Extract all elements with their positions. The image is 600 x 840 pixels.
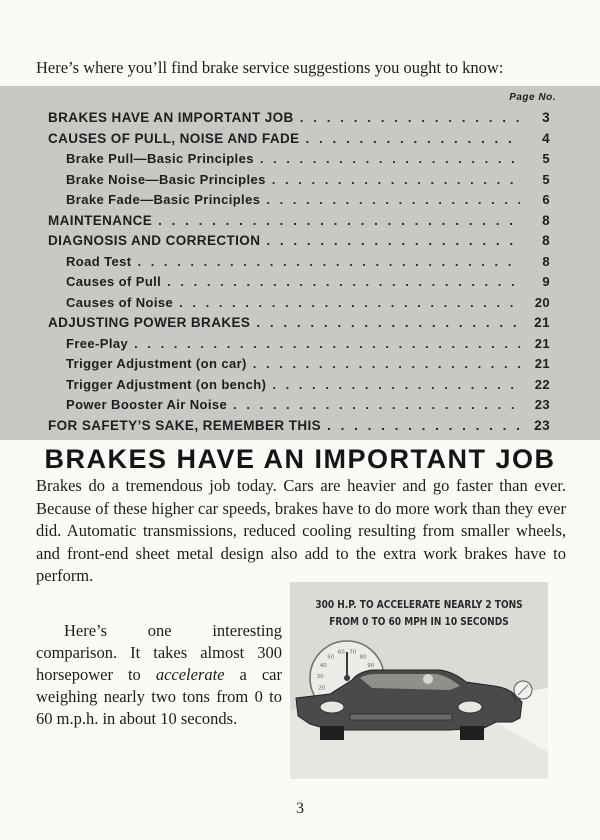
toc-entry-page: 9 <box>542 274 550 289</box>
toc-entry <box>66 192 550 212</box>
toc-entry <box>66 151 550 171</box>
toc-entry-title: FOR SAFETY’S SAKE, REMEMBER THIS <box>48 417 322 433</box>
toc-dot-leader <box>158 213 520 228</box>
toc-entry <box>66 356 550 376</box>
toc-entry <box>48 131 550 151</box>
toc-entry-title: Brake Noise—Basic Principles <box>66 171 266 187</box>
toc-entry-title: Brake Fade—Basic Principles <box>66 192 261 207</box>
toc-entry-title: Causes of Noise <box>66 294 174 310</box>
toc-dot-leader <box>137 254 520 269</box>
table-of-contents <box>0 86 600 440</box>
toc-dot-leader <box>256 315 520 330</box>
toc-entry-page: 8 <box>542 233 550 248</box>
toc-dot-leader <box>266 233 520 248</box>
page-number: 3 <box>296 800 304 817</box>
toc-entry-title: Trigger Adjustment (on bench) <box>66 376 267 392</box>
toc-entry-page: 21 <box>534 335 550 351</box>
speedometer-label: 90 <box>367 663 375 670</box>
speedometer-label: 20 <box>318 685 326 692</box>
toc-entry-title: Free-Play <box>66 335 129 351</box>
toc-entry-title: Road Test <box>66 253 132 269</box>
toc-entry-page: 23 <box>534 397 550 412</box>
toc-intro: Here’s where you’ll find brake service suggestions you ought to know: <box>36 58 504 77</box>
headlight-right <box>458 701 482 713</box>
toc-entry-title: DIAGNOSIS AND CORRECTION <box>48 233 261 248</box>
toc-dot-leader <box>327 418 520 433</box>
driver-head <box>423 674 433 684</box>
toc-entry-title: ADJUSTING POWER BRAKES <box>48 315 251 330</box>
toc-entry-page: 22 <box>534 376 550 392</box>
section-heading: BRAKES HAVE AN IMPORTANT JOB <box>44 444 556 474</box>
toc-entry <box>66 274 550 294</box>
toc-entry <box>66 336 550 356</box>
headlight-left <box>320 701 344 713</box>
comparison-text-1: Here’s one interesting comparison. It takes almost 300 horsepower to <box>36 621 282 684</box>
toc-entry <box>48 418 550 438</box>
toc-entry <box>66 295 550 315</box>
toc-dot-leader <box>272 377 520 392</box>
toc-entry <box>66 397 550 417</box>
speedometer-label: 80 <box>359 654 367 661</box>
toc-entry-title: BRAKES HAVE AN IMPORTANT JOB <box>48 110 294 125</box>
toc-entry-page: 4 <box>542 130 550 146</box>
toc-dot-leader <box>179 295 520 310</box>
toc-entry-title: Brake Pull—Basic Principles <box>66 151 254 166</box>
toc-entry-page: 8 <box>542 212 550 228</box>
toc-entry-page: 20 <box>534 294 550 310</box>
toc-entry-title: Power Booster Air Noise <box>66 397 228 412</box>
toc-page-no-header: Page No. <box>509 92 556 103</box>
toc-entry <box>48 233 550 253</box>
toc-dot-leader <box>253 356 520 371</box>
toc-entry-page: 5 <box>542 151 550 166</box>
comparison-text-2: a car weighing nearly two tons from 0 to 60 m.p.h. in about 10 seconds. <box>36 665 282 728</box>
toc-entry-page: 21 <box>534 315 550 330</box>
toc-dot-leader <box>134 336 520 351</box>
toc-entry-page: 5 <box>542 171 550 187</box>
toc-dot-leader <box>167 274 520 289</box>
toc-entry-page: 21 <box>534 356 550 371</box>
comparison-paragraph <box>36 620 282 730</box>
toc-entry <box>48 110 550 130</box>
speedometer-label: 30 <box>316 674 324 681</box>
caption-line-2: FROM 0 TO 60 MPH IN 10 SECONDS <box>329 615 509 628</box>
car-bumper <box>350 714 452 720</box>
wheel-left <box>320 726 344 740</box>
toc-dot-leader <box>266 192 520 207</box>
toc-entry-page: 23 <box>534 417 550 433</box>
toc-entry <box>66 254 550 274</box>
speedometer-label: 50 <box>327 654 335 661</box>
car-acceleration-illustration <box>290 582 548 779</box>
comparison-emphasis: accelerate <box>155 665 225 684</box>
toc-entry <box>48 213 550 233</box>
toc-entry-title: Trigger Adjustment (on car) <box>66 356 247 371</box>
toc-entry-page: 6 <box>542 192 550 207</box>
wheel-right <box>460 726 484 740</box>
toc-entry <box>66 172 550 192</box>
body-paragraph: Brakes do a tremendous job today. Cars are heavier and go faster than ever. Because of these higher car speeds, brakes have to do more work than they ever did. Automatic transmissions, reduced cooling resulting from smaller wheels, and front-end sheet metal design also add to the extra work brakes have to perform. <box>36 476 566 585</box>
toc-entry-title: Causes of Pull <box>66 274 162 289</box>
speedometer-label: 60 <box>337 649 345 656</box>
illustration-caption <box>313 596 525 630</box>
caption-line-1: 300 H.P. TO ACCELERATE NEARLY 2 TONS <box>315 598 523 611</box>
toc-dot-leader <box>233 397 520 412</box>
toc-entry-title: MAINTENANCE <box>48 212 153 228</box>
toc-dot-leader <box>300 110 520 125</box>
toc-dot-leader <box>306 131 520 146</box>
toc-entry <box>66 377 550 397</box>
toc-entry-title: CAUSES OF PULL, NOISE AND FADE <box>48 130 300 146</box>
toc-dot-leader <box>260 151 520 166</box>
toc-dot-leader <box>272 172 520 187</box>
speedometer-label: 40 <box>319 663 327 670</box>
toc-entry-page: 8 <box>542 253 550 269</box>
toc-entry-page: 3 <box>542 110 550 125</box>
speedometer-label: 70 <box>349 649 357 656</box>
toc-entry <box>48 315 550 335</box>
